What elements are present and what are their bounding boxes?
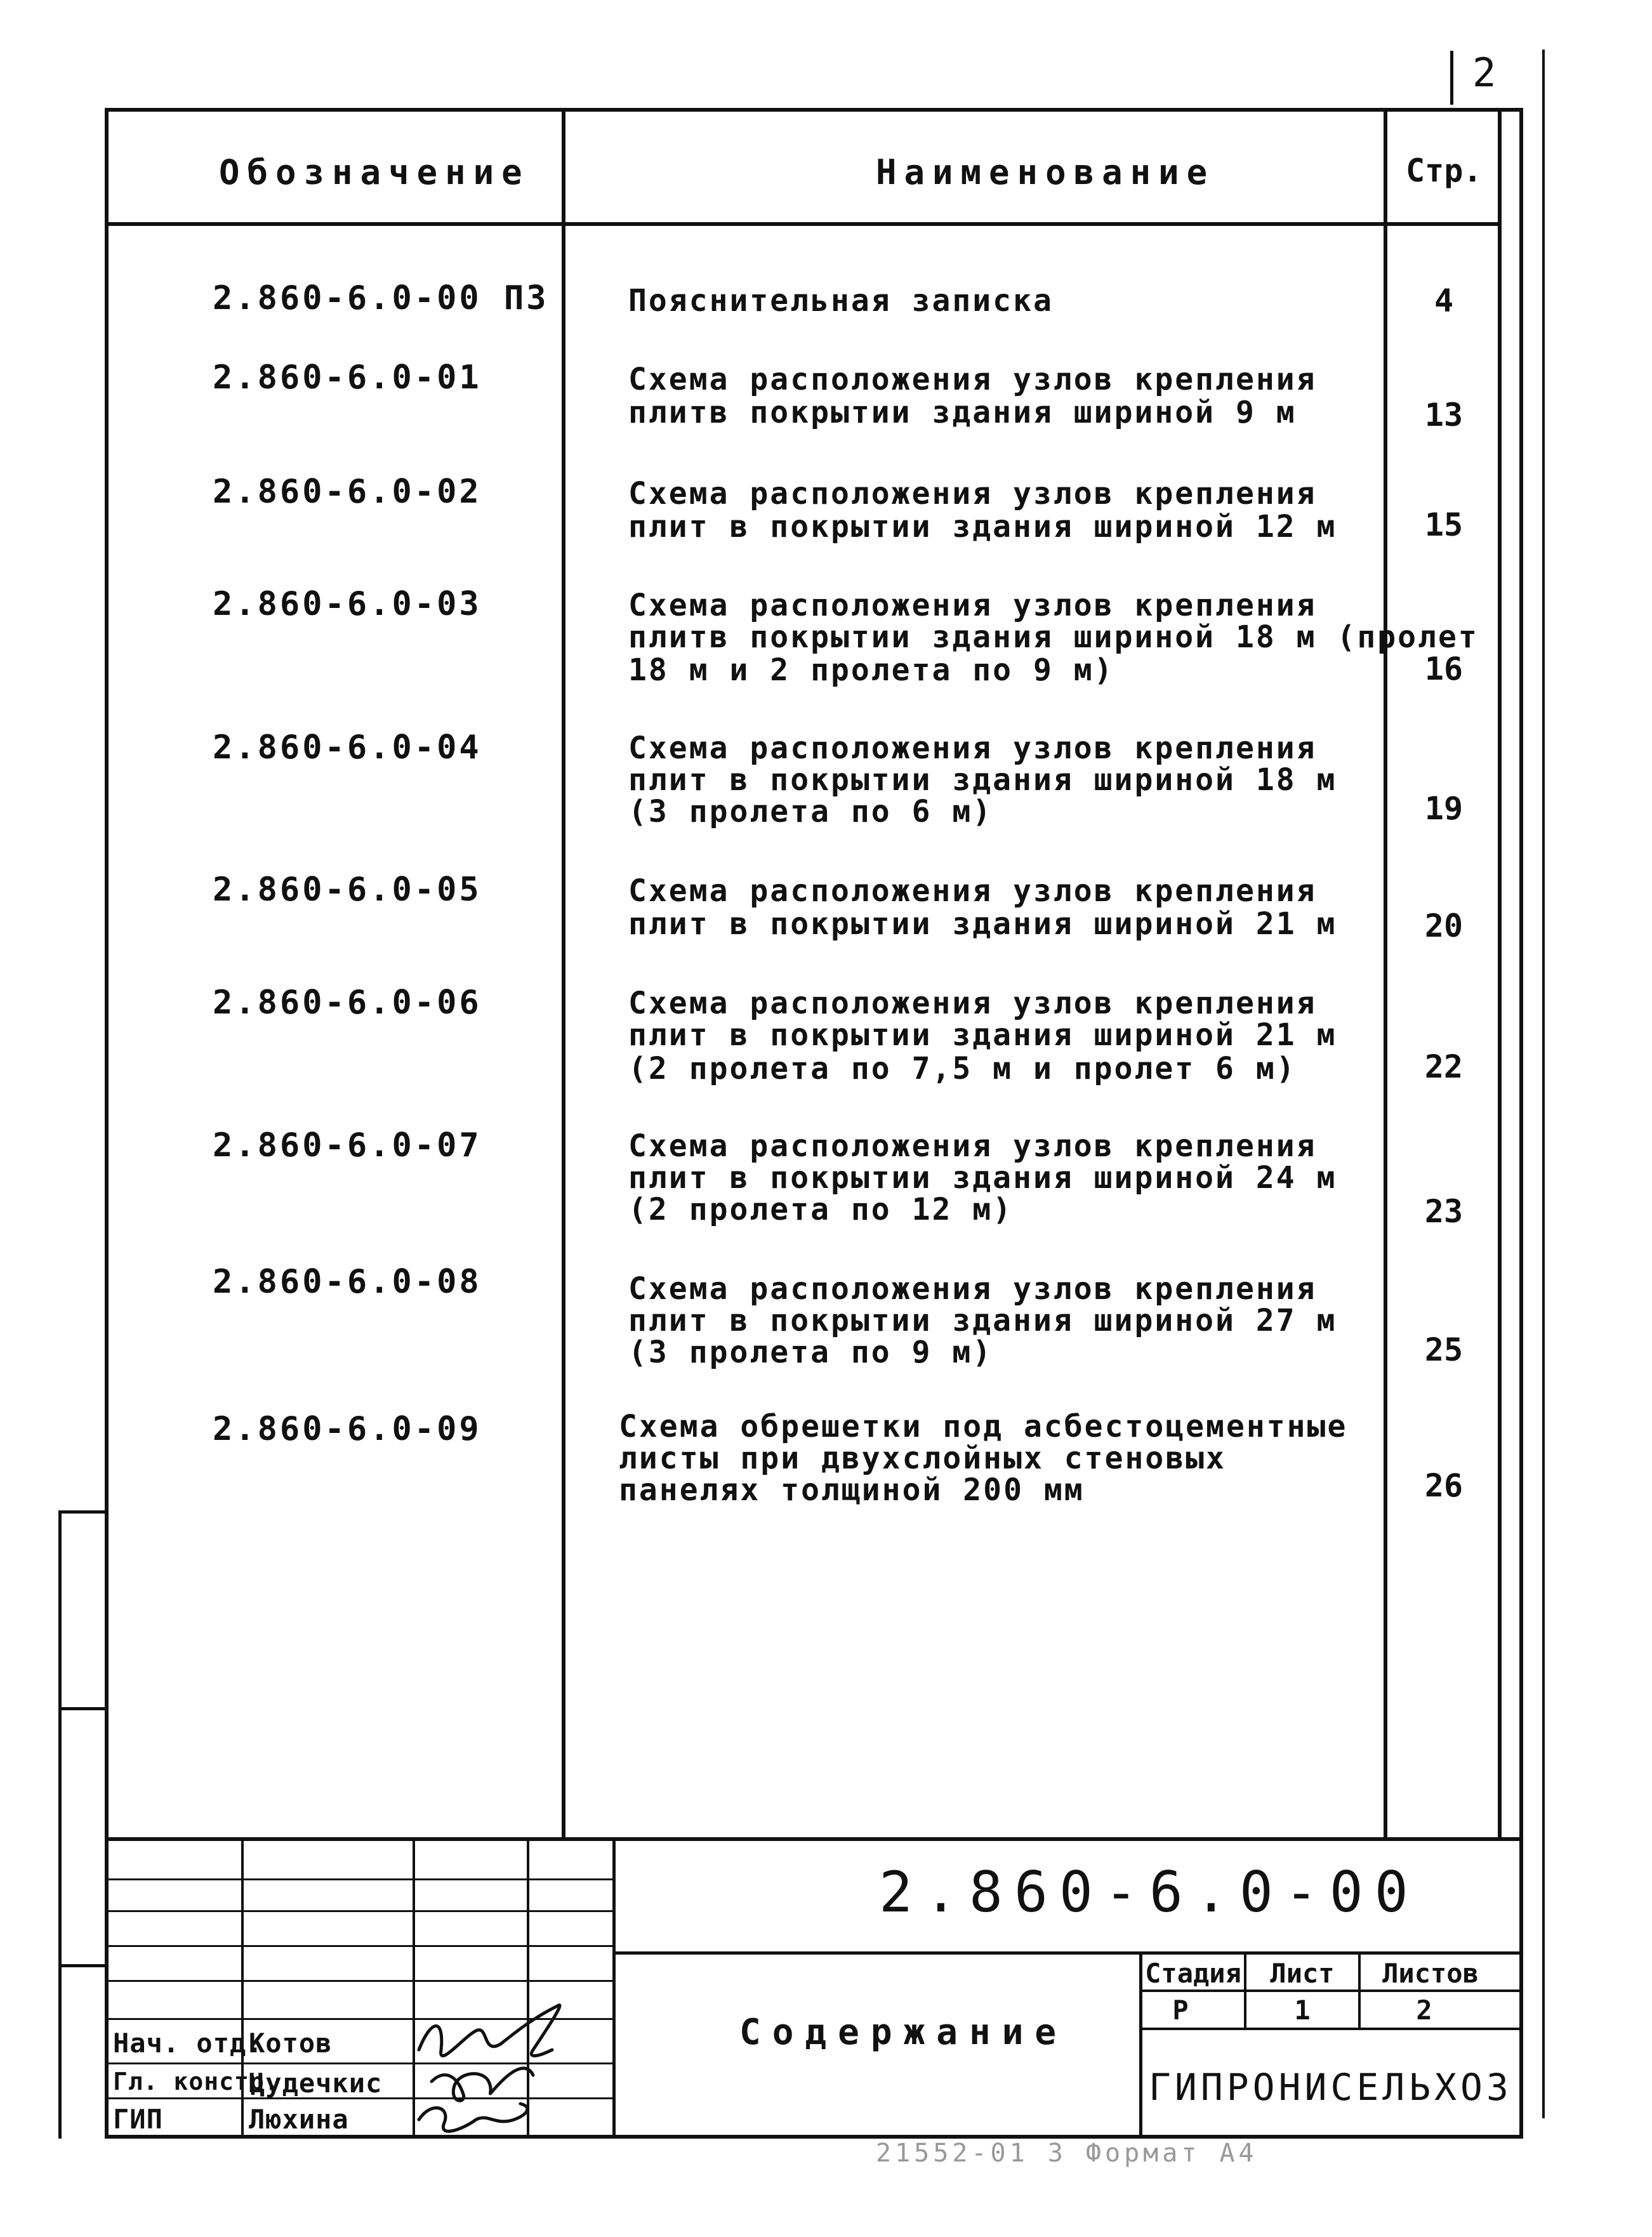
organization-name: ГИПРОНИСЕЛЬХОЗ bbox=[1149, 2066, 1512, 2109]
right-outer-border bbox=[1542, 49, 1545, 2118]
row-name-line: панелях толщиной 200 мм bbox=[619, 1472, 1085, 1508]
role-label: Гл. констр. bbox=[113, 2068, 280, 2095]
signatures-graphic bbox=[406, 1993, 597, 2145]
sheet-number-divider bbox=[1450, 51, 1453, 105]
row-name-line: Схема расположения узлов крепления bbox=[628, 1271, 1317, 1307]
stage-value: Р bbox=[1172, 1995, 1189, 2026]
row-name-line: Схема расположения узлов крепления bbox=[628, 588, 1317, 623]
row-code: 2.860-6.0-09 bbox=[213, 1410, 482, 1448]
row-name-line: плит в покрытии здания шириной 12 м bbox=[628, 509, 1337, 544]
role-label: Нач. отд. bbox=[113, 2028, 263, 2059]
row-name-line: Схема расположения узлов крепления bbox=[628, 873, 1317, 909]
row-code: 2.860-6.0-02 bbox=[213, 473, 482, 511]
row-code: 2.860-6.0-08 bbox=[213, 1263, 482, 1301]
row-name-line: 18 м и 2 пролета по 9 м) bbox=[628, 652, 1114, 688]
row-name-line: Пояснительная записка bbox=[628, 283, 1054, 319]
row-name-line: плит в покрытии здания шириной 27 м bbox=[628, 1303, 1337, 1338]
stage-label: Стадия bbox=[1145, 1958, 1241, 1989]
row-name-line: плит в покрытии здания шириной 18 м bbox=[628, 762, 1337, 798]
row-page: 16 bbox=[1424, 650, 1464, 687]
sheets-label: Листов bbox=[1382, 1958, 1479, 1989]
row-name-line: Схема расположения узлов крепления bbox=[628, 476, 1317, 511]
row-name-line: плитв покрытии здания шириной 18 м (пролет bbox=[628, 619, 1479, 655]
row-name-line: плит в покрытии здания шириной 21 м bbox=[628, 1017, 1337, 1053]
row-code: 2.860-6.0-04 bbox=[213, 729, 482, 767]
sheets-value: 2 bbox=[1416, 1995, 1432, 2026]
row-page: 23 bbox=[1424, 1193, 1464, 1230]
row-name-line: Схема расположения узлов крепления bbox=[628, 1128, 1317, 1164]
sheet-number: 2 bbox=[1472, 49, 1497, 96]
row-page: 13 bbox=[1424, 397, 1464, 433]
row-code: 2.860-6.0-05 bbox=[213, 871, 482, 909]
row-page: 25 bbox=[1424, 1331, 1464, 1368]
sheet-value: 1 bbox=[1294, 1995, 1311, 2026]
row-name-line: (2 пролета по 7,5 м и пролет 6 м) bbox=[628, 1051, 1297, 1086]
row-page: 26 bbox=[1424, 1467, 1464, 1504]
row-page: 22 bbox=[1424, 1048, 1464, 1085]
row-page: 19 bbox=[1424, 790, 1464, 827]
row-code: 2.860-6.0-03 bbox=[213, 585, 482, 623]
row-page: 20 bbox=[1424, 907, 1464, 944]
header-divider bbox=[105, 222, 1501, 226]
row-name-line: листы при двухслойных стеновых bbox=[619, 1441, 1226, 1476]
left-strip-line bbox=[58, 1510, 108, 1514]
footer-note: 21552-01 3 Формат А4 bbox=[876, 2139, 1258, 2168]
row-name-line: плит в покрытии здания шириной 24 м bbox=[628, 1160, 1337, 1196]
person-name: Котов bbox=[249, 2028, 333, 2059]
left-strip-border bbox=[58, 1510, 62, 2139]
person-name: Цудечкис bbox=[249, 2068, 383, 2099]
row-name-line: плитв покрытии здания шириной 9 м bbox=[628, 395, 1297, 430]
row-code: 2.860-6.0-00 ПЗ bbox=[213, 279, 549, 317]
column-divider-1 bbox=[562, 108, 565, 1837]
column-divider-3 bbox=[1498, 108, 1502, 1837]
row-page: 4 bbox=[1434, 282, 1454, 319]
column-divider-2 bbox=[1384, 108, 1387, 1837]
row-name-line: плит в покрытии здания шириной 21 м bbox=[628, 906, 1337, 942]
header-name: Наименование bbox=[876, 152, 1215, 192]
row-name-line: (3 пролета по 9 м) bbox=[628, 1335, 993, 1370]
row-name-line: Схема расположения узлов крепления bbox=[628, 362, 1317, 397]
document-title: Содержание bbox=[739, 2012, 1068, 2053]
row-code: 2.860-6.0-01 bbox=[213, 359, 482, 397]
role-label: ГИП bbox=[113, 2104, 163, 2135]
doc-code: 2.860-6.0-00 bbox=[879, 1859, 1420, 1925]
row-name-line: (3 пролета по 6 м) bbox=[628, 794, 993, 829]
row-name-line: Схема обрешетки под асбестоцементные bbox=[619, 1409, 1348, 1444]
row-code: 2.860-6.0-06 bbox=[213, 984, 482, 1022]
row-name-line: Схема расположения узлов крепления bbox=[628, 730, 1317, 766]
row-page: 15 bbox=[1424, 506, 1464, 543]
row-name-line: (2 пролета по 12 м) bbox=[628, 1192, 1014, 1227]
header-page: Стр. bbox=[1406, 152, 1483, 189]
row-code: 2.860-6.0-07 bbox=[213, 1126, 482, 1165]
sheet-label: Лист bbox=[1270, 1958, 1335, 1989]
left-strip-line bbox=[58, 1964, 108, 1967]
header-designation: Обозначение bbox=[219, 152, 530, 192]
row-name-line: Схема расположения узлов крепления bbox=[628, 986, 1317, 1021]
person-name: Люхина bbox=[249, 2104, 349, 2135]
left-strip-line bbox=[58, 1707, 108, 1710]
